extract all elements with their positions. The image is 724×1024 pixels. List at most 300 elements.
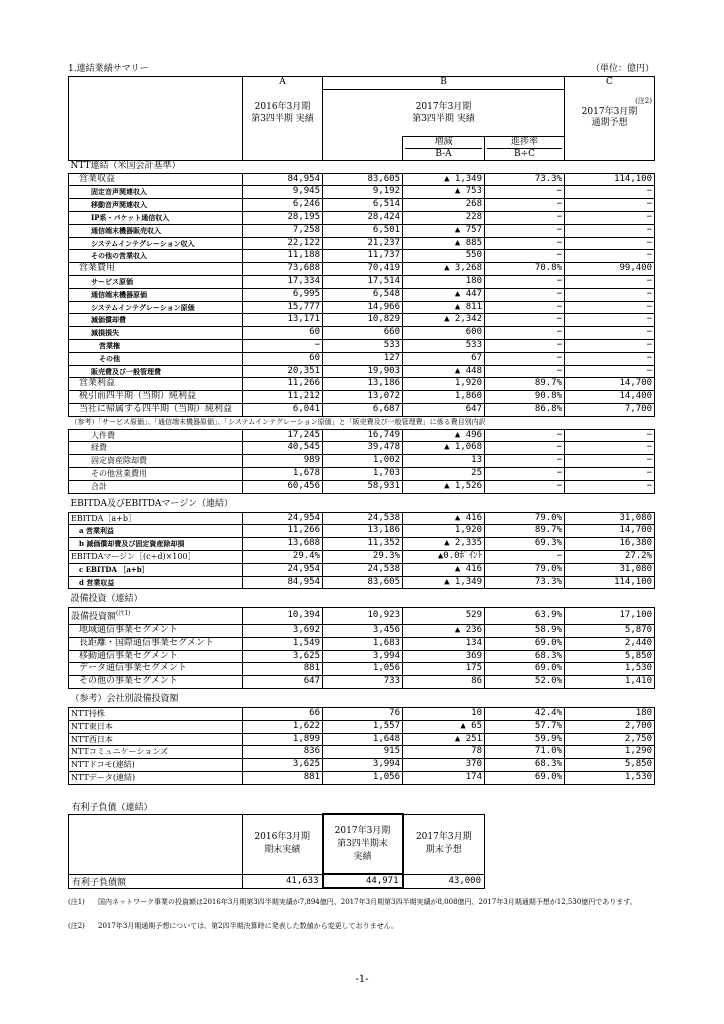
- cell-chg: ▲ 811: [403, 301, 485, 314]
- table-row: [69, 759, 655, 772]
- row-label: データ通信事業セグメント: [69, 663, 243, 676]
- row-label: システムインテグレーション原価: [69, 301, 243, 314]
- cell-chg: ▲ 496: [403, 429, 485, 442]
- cell-c: 31,080: [565, 563, 655, 576]
- cell-c: −: [565, 339, 655, 352]
- title-bar: [68, 62, 654, 76]
- cell-chg: 175: [403, 663, 485, 676]
- table-row: [69, 288, 655, 301]
- cell-c: −: [565, 455, 655, 468]
- cell-prog: −: [485, 480, 565, 493]
- cell-b: 29.3%: [323, 550, 403, 563]
- cell-chg: 600: [403, 327, 485, 340]
- cell-a: 29.4%: [243, 550, 323, 563]
- cell-c: 1,290: [565, 746, 655, 759]
- col-c-note: (注2): [635, 97, 652, 106]
- col-a-head2: 第3四半期 実績: [251, 113, 314, 124]
- cell-prog: −: [485, 467, 565, 480]
- cell-chg: 25: [403, 467, 485, 480]
- cell-a: 13,171: [243, 314, 323, 327]
- cell-b: 16,749: [323, 429, 403, 442]
- table-row: [69, 525, 655, 538]
- cell-prog: 73.3%: [485, 576, 565, 589]
- debt-table: [68, 800, 485, 889]
- cell-b: 1,557: [323, 720, 403, 733]
- table-row: [69, 275, 655, 288]
- cell-prog: −: [485, 442, 565, 455]
- page-number: -1-: [355, 974, 369, 985]
- cell-c: −: [565, 301, 655, 314]
- cell-a: 6,041: [243, 403, 323, 416]
- debt-v1: 41,633: [243, 874, 323, 888]
- table-row: [69, 733, 655, 746]
- debt-head-3: 2017年3月期 期末予想: [403, 814, 485, 874]
- cell-a: 989: [243, 455, 323, 468]
- cell-b: 19,903: [323, 365, 403, 378]
- table-row: [69, 663, 655, 676]
- cell-a: 9,945: [243, 186, 323, 199]
- cell-b: 6,514: [323, 199, 403, 212]
- cell-c: 2,750: [565, 733, 655, 746]
- cell-prog: −: [485, 327, 565, 340]
- row-label: NTTドコモ(連結): [69, 759, 243, 772]
- cell-c: 5,870: [565, 625, 655, 638]
- cell-b: 17,514: [323, 275, 403, 288]
- cell-chg: ▲ 416: [403, 563, 485, 576]
- row-label: 地域通信事業セグメント: [69, 625, 243, 638]
- row-label: EBITDA［a+b］: [69, 512, 243, 525]
- table-row: [69, 391, 655, 404]
- cell-a: 1,622: [243, 720, 323, 733]
- cell-prog: −: [485, 550, 565, 563]
- table-row: [69, 538, 655, 551]
- summary-page: [68, 62, 654, 785]
- cell-prog: −: [485, 455, 565, 468]
- cell-prog: −: [485, 301, 565, 314]
- table-row: [69, 772, 655, 785]
- debt-section-title: 有利子負債（連結）: [69, 800, 485, 814]
- cell-b: 533: [323, 339, 403, 352]
- cell-c: −: [565, 352, 655, 365]
- table-row: [69, 339, 655, 352]
- table-row: [69, 224, 655, 237]
- cell-a: 60: [243, 352, 323, 365]
- cell-a: 3,692: [243, 625, 323, 638]
- cell-c: 114,100: [565, 173, 655, 186]
- cell-prog: 69.0%: [485, 663, 565, 676]
- cell-prog: 79.0%: [485, 563, 565, 576]
- table-row: [69, 720, 655, 733]
- cell-chg: 1,920: [403, 378, 485, 391]
- cell-chg: ▲ 1,526: [403, 480, 485, 493]
- cell-a: 881: [243, 772, 323, 785]
- cell-a: 17,334: [243, 275, 323, 288]
- cell-prog: 71.0%: [485, 746, 565, 759]
- cell-chg: 533: [403, 339, 485, 352]
- table-row: [69, 327, 655, 340]
- row-label: 固定音声関連収入: [69, 186, 243, 199]
- cell-prog: −: [485, 288, 565, 301]
- cell-b: 11,737: [323, 250, 403, 263]
- row-label: 営業利益: [69, 378, 243, 391]
- cell-b: 21,237: [323, 237, 403, 250]
- cell-b: 58,931: [323, 480, 403, 493]
- col-chg-head: 増減 B-A: [403, 136, 485, 160]
- cell-a: 15,777: [243, 301, 323, 314]
- cell-chg: 268: [403, 199, 485, 212]
- cell-prog: 89.7%: [485, 378, 565, 391]
- cell-b: 3,994: [323, 650, 403, 663]
- cell-b: 83,605: [323, 576, 403, 589]
- table-row: [69, 365, 655, 378]
- cell-a: 28,195: [243, 211, 323, 224]
- cell-c: −: [565, 429, 655, 442]
- cell-prog: −: [485, 275, 565, 288]
- row-label: システムインテグレーション収入: [69, 237, 243, 250]
- col-a-head1: 2016年3月期: [254, 101, 311, 112]
- col-b-head1: 2017年3月期: [415, 101, 472, 112]
- cell-a: 647: [243, 676, 323, 689]
- cell-prog: −: [485, 352, 565, 365]
- cell-a: 11,188: [243, 250, 323, 263]
- cell-chg: 174: [403, 772, 485, 785]
- page-title: 1.連結業績サマリー: [68, 64, 149, 74]
- cell-c: 31,080: [565, 512, 655, 525]
- row-label: NTTコミュニケーションズ: [69, 746, 243, 759]
- cell-chg: 228: [403, 211, 485, 224]
- cell-chg: ▲ 447: [403, 288, 485, 301]
- cell-b: 70,419: [323, 263, 403, 276]
- row-label: 通信端末機器原価: [69, 288, 243, 301]
- cell-prog: 90.8%: [485, 391, 565, 404]
- cell-b: 10,923: [323, 608, 403, 625]
- table-row: [69, 173, 655, 186]
- cell-c: 16,380: [565, 538, 655, 551]
- row-label: NTT持株: [69, 708, 243, 721]
- cell-chg: ▲ 416: [403, 512, 485, 525]
- cell-c: −: [565, 211, 655, 224]
- cell-b: 13,186: [323, 378, 403, 391]
- cell-prog: −: [485, 199, 565, 212]
- cell-b: 6,687: [323, 403, 403, 416]
- table-row: [69, 746, 655, 759]
- cell-a: −: [243, 339, 323, 352]
- cell-chg: 78: [403, 746, 485, 759]
- cell-a: 7,258: [243, 224, 323, 237]
- row-label: 当社に帰属する四半期（当期）純利益: [69, 403, 243, 416]
- cell-a: 66: [243, 708, 323, 721]
- cell-a: 40,545: [243, 442, 323, 455]
- cell-c: −: [565, 224, 655, 237]
- cell-c: 27.2%: [565, 550, 655, 563]
- cell-a: 6,246: [243, 199, 323, 212]
- row-label: サービス原価: [69, 275, 243, 288]
- cell-b: 24,538: [323, 512, 403, 525]
- row-label: その他営業費用: [69, 467, 243, 480]
- cell-c: −: [565, 467, 655, 480]
- cell-a: 3,625: [243, 650, 323, 663]
- table-row: [69, 550, 655, 563]
- cell-b: 6,548: [323, 288, 403, 301]
- cell-prog: 70.8%: [485, 263, 565, 276]
- col-b-head2: 第3四半期 実績: [412, 113, 475, 124]
- table-row: [69, 429, 655, 442]
- cell-b: 13,186: [323, 525, 403, 538]
- table-row: [69, 378, 655, 391]
- cell-prog: 68.3%: [485, 759, 565, 772]
- cell-c: −: [565, 288, 655, 301]
- cell-a: 84,954: [243, 576, 323, 589]
- cell-b: 1,056: [323, 772, 403, 785]
- cell-c: −: [565, 365, 655, 378]
- table-row: [69, 403, 655, 416]
- cell-chg: ▲ 1,349: [403, 173, 485, 186]
- cell-chg: ▲ 885: [403, 237, 485, 250]
- cell-b: 3,994: [323, 759, 403, 772]
- debt-v2: 44,971: [323, 874, 403, 888]
- cell-a: 13,688: [243, 538, 323, 551]
- cell-c: 1,410: [565, 676, 655, 689]
- cell-chg: ▲ 757: [403, 224, 485, 237]
- cell-prog: −: [485, 314, 565, 327]
- cell-c: 14,700: [565, 378, 655, 391]
- cell-chg: ▲ 65: [403, 720, 485, 733]
- cell-c: −: [565, 250, 655, 263]
- row-label: 固定資産除却費: [69, 455, 243, 468]
- cell-b: 1,683: [323, 637, 403, 650]
- cell-c: 2,700: [565, 720, 655, 733]
- cell-prog: 68.3%: [485, 650, 565, 663]
- table-row: [69, 563, 655, 576]
- table-row: [69, 314, 655, 327]
- cell-b: 1,056: [323, 663, 403, 676]
- row-label: b 減価償却費及び固定資産除却損: [69, 538, 243, 551]
- cell-a: 1,678: [243, 467, 323, 480]
- col-letter-a: A: [243, 77, 323, 90]
- cell-a: 881: [243, 663, 323, 676]
- cell-b: 10,829: [323, 314, 403, 327]
- cell-chg: ▲ 1,349: [403, 576, 485, 589]
- row-label: 営業権: [69, 339, 243, 352]
- row-label: 販売費及び一般管理費: [69, 365, 243, 378]
- cell-b: 9,192: [323, 186, 403, 199]
- cell-c: 14,400: [565, 391, 655, 404]
- table-row: [69, 199, 655, 212]
- table-row: [69, 263, 655, 276]
- cell-b: 39,478: [323, 442, 403, 455]
- cell-prog: 59.9%: [485, 733, 565, 746]
- cell-a: 1,899: [243, 733, 323, 746]
- cell-chg: 13: [403, 455, 485, 468]
- table-row: [69, 455, 655, 468]
- cell-c: −: [565, 314, 655, 327]
- cell-c: 5,850: [565, 650, 655, 663]
- capex-total-label: 設備投資額$^{(注1)}$: [69, 608, 243, 625]
- cell-c: 180: [565, 708, 655, 721]
- cell-prog: 69.0%: [485, 772, 565, 785]
- cell-b: 76: [323, 708, 403, 721]
- cell-prog: −: [485, 339, 565, 352]
- table-row: [69, 576, 655, 589]
- cell-chg: 134: [403, 637, 485, 650]
- cell-c: −: [565, 275, 655, 288]
- cell-a: 17,245: [243, 429, 323, 442]
- cell-prog: 69.0%: [485, 637, 565, 650]
- cell-chg: 10: [403, 708, 485, 721]
- cell-a: 60: [243, 327, 323, 340]
- cell-c: 99,400: [565, 263, 655, 276]
- cell-c: 17,100: [565, 608, 655, 625]
- cell-prog: 79.0%: [485, 512, 565, 525]
- cell-prog: −: [485, 429, 565, 442]
- cell-chg: ▲ 251: [403, 733, 485, 746]
- debt-head-2: 2017年3月期 第3四半期末 実績: [323, 814, 403, 874]
- row-label: 通信端末機器販売収入: [69, 224, 243, 237]
- cell-chg: 647: [403, 403, 485, 416]
- cell-b: 733: [323, 676, 403, 689]
- cell-a: 24,954: [243, 512, 323, 525]
- table-row: [69, 480, 655, 493]
- cell-b: 24,538: [323, 563, 403, 576]
- table-row: [69, 186, 655, 199]
- cell-chg: 86: [403, 676, 485, 689]
- cell-prog: −: [485, 365, 565, 378]
- cell-chg: ▲ 2,342: [403, 314, 485, 327]
- cell-b: 6,501: [323, 224, 403, 237]
- note-2: (注2) 2017年3月期通期予想については、第2四半期決算時に発表した数値から変更しておりません。: [68, 922, 399, 930]
- cell-a: 6,995: [243, 288, 323, 301]
- cell-b: 11,352: [323, 538, 403, 551]
- row-label: 合計: [69, 480, 243, 493]
- section-company: （参考）会社別設備投資額: [69, 689, 655, 708]
- unit-label: （単位：億円）: [590, 64, 654, 74]
- row-label: 税引前四半期（当期）純利益: [69, 391, 243, 404]
- cell-a: 20,351: [243, 365, 323, 378]
- cell-chg: 67: [403, 352, 485, 365]
- table-row: [69, 442, 655, 455]
- row-label: 人件費: [69, 429, 243, 442]
- section-ebitda: EBITDA及びEBITDAマージン（連結）: [69, 493, 655, 512]
- debt-head-1: 2016年3月期 期末実績: [243, 814, 323, 874]
- cell-b: 28,424: [323, 211, 403, 224]
- cell-b: 127: [323, 352, 403, 365]
- table-row: [69, 467, 655, 480]
- cell-chg: 1,920: [403, 525, 485, 538]
- row-label: EBITDAマージン［(c÷d)×100］: [69, 550, 243, 563]
- cell-b: 1,703: [323, 467, 403, 480]
- cell-chg: 550: [403, 250, 485, 263]
- ref-note: （参考）「サービス原価」、「通信端末機器原価」、「システムインテグレーション原価」と「販売費及び一般管理費」に係る費目別内訳: [69, 416, 655, 429]
- cell-b: 660: [323, 327, 403, 340]
- cell-b: 915: [323, 746, 403, 759]
- row-label: 減価償却費: [69, 314, 243, 327]
- cell-c: −: [565, 442, 655, 455]
- cell-b: 3,456: [323, 625, 403, 638]
- table-row: [69, 676, 655, 689]
- table-row: [69, 250, 655, 263]
- cell-prog: 57.7%: [485, 720, 565, 733]
- row-label: a 営業利益: [69, 525, 243, 538]
- row-label: 経費: [69, 442, 243, 455]
- row-label: 移動通信事業セグメント: [69, 650, 243, 663]
- cell-prog: −: [485, 237, 565, 250]
- table-row: [69, 301, 655, 314]
- cell-a: 24,954: [243, 563, 323, 576]
- debt-v3: 43,000: [403, 874, 485, 888]
- cell-chg: ▲ 753: [403, 186, 485, 199]
- cell-prog: −: [485, 250, 565, 263]
- cell-b: 1,002: [323, 455, 403, 468]
- table-row: [69, 708, 655, 721]
- cell-a: 73,688: [243, 263, 323, 276]
- cell-a: 1,549: [243, 637, 323, 650]
- row-label: 減損損失: [69, 327, 243, 340]
- cell-c: −: [565, 199, 655, 212]
- cell-prog: −: [485, 186, 565, 199]
- cell-chg: ▲ 3,268: [403, 263, 485, 276]
- cell-c: −: [565, 480, 655, 493]
- note-1: (注1) 国内ネットワーク事業の投資額は2016年3月期第3四半期実績が7,894億円、2017年3月期第3四半期実績が8,008億円、2017年3月期通期予想が12,530億円であります。: [68, 898, 637, 906]
- row-label: 長距離・国際通信事業セグメント: [69, 637, 243, 650]
- row-label: その他の営業収入: [69, 250, 243, 263]
- cell-c: −: [565, 237, 655, 250]
- table-row: [69, 625, 655, 638]
- cell-chg: ▲ 1,068: [403, 442, 485, 455]
- cell-a: 10,394: [243, 608, 323, 625]
- col-letter-b: B: [323, 77, 565, 90]
- cell-chg: ▲0.0ﾎﾟｲﾝﾄ: [403, 550, 485, 563]
- table-row: [69, 512, 655, 525]
- row-label: c EBITDA ［a+b］: [69, 563, 243, 576]
- col-letter-c: C: [565, 77, 655, 90]
- row-label: その他: [69, 352, 243, 365]
- cell-c: 2,440: [565, 637, 655, 650]
- cell-b: 1,648: [323, 733, 403, 746]
- row-label: d 営業収益: [69, 576, 243, 589]
- cell-prog: 73.3%: [485, 173, 565, 186]
- table-row: [69, 650, 655, 663]
- cell-prog: 86.8%: [485, 403, 565, 416]
- cell-c: 7,700: [565, 403, 655, 416]
- cell-prog: 52.0%: [485, 676, 565, 689]
- cell-b: 13,072: [323, 391, 403, 404]
- table-row: [69, 211, 655, 224]
- table-row: [69, 608, 655, 625]
- cell-prog: 42.4%: [485, 708, 565, 721]
- cell-prog: 69.3%: [485, 538, 565, 551]
- cell-a: 3,625: [243, 759, 323, 772]
- cell-b: 14,966: [323, 301, 403, 314]
- cell-chg: 369: [403, 650, 485, 663]
- cell-b: 83,605: [323, 173, 403, 186]
- row-label: 営業費用: [69, 263, 243, 276]
- table-row: [69, 637, 655, 650]
- cell-a: 22,122: [243, 237, 323, 250]
- summary-table: [68, 76, 655, 785]
- debt-label: 有利子負債額: [69, 874, 243, 888]
- cell-chg: 529: [403, 608, 485, 625]
- row-label: NTTデータ(連結): [69, 772, 243, 785]
- cell-prog: −: [485, 211, 565, 224]
- cell-chg: ▲ 2,335: [403, 538, 485, 551]
- cell-c: 14,700: [565, 525, 655, 538]
- cell-c: −: [565, 186, 655, 199]
- table-row: [69, 237, 655, 250]
- col-c-head2: 通期予想: [591, 118, 628, 129]
- cell-a: 60,456: [243, 480, 323, 493]
- cell-a: 11,266: [243, 525, 323, 538]
- row-label: IP系・パケット通信収入: [69, 211, 243, 224]
